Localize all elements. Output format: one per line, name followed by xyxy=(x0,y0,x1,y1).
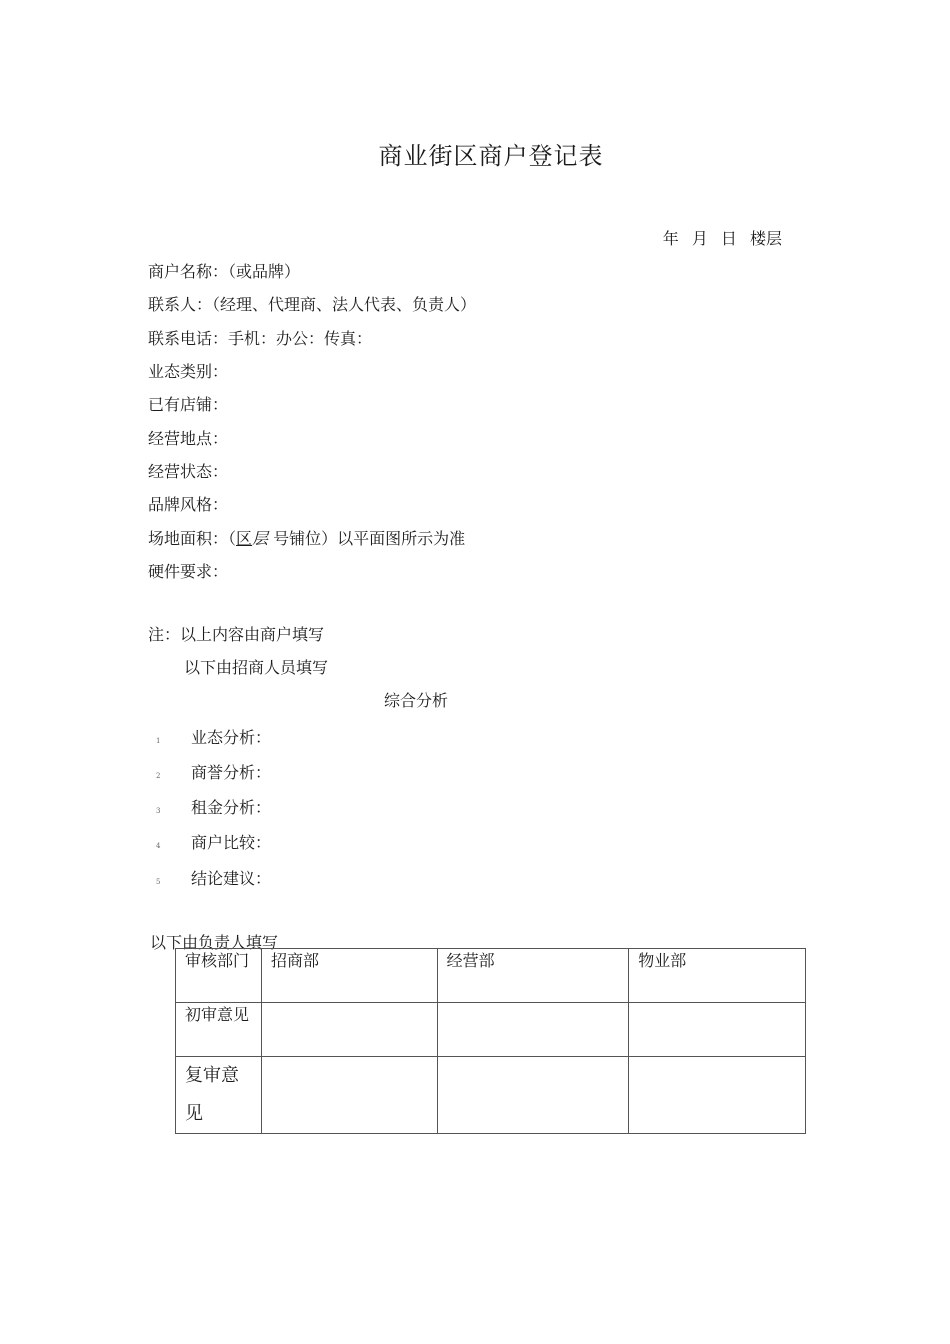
analysis-item-reputation: 商誉分析： xyxy=(191,763,272,782)
field-contact-person: 联系人：（经理、代理商、法人代表、负责人） xyxy=(148,295,477,314)
field-merchant-name: 商户名称：（或品牌） xyxy=(148,262,301,281)
review-first-row xyxy=(176,1003,806,1057)
note-staff-fill: 以下由招商人员填写 xyxy=(184,658,329,677)
review-col-property: 物业部 xyxy=(629,949,806,1003)
review-dept-header: 审核部门 xyxy=(176,949,262,1003)
review-cell[interactable] xyxy=(437,1003,629,1057)
field-business-status: 经营状态： xyxy=(148,462,229,481)
site-area-district: 区 xyxy=(236,529,253,548)
field-business-type: 业态类别： xyxy=(148,362,229,381)
site-area-suffix: 号铺位）以平面图所示为准 xyxy=(268,529,466,548)
analysis-title: 综合分析 xyxy=(384,691,449,710)
analysis-bullet: 1 xyxy=(156,737,161,745)
analysis-item-rent: 租金分析： xyxy=(191,798,272,817)
review-col-investment: 招商部 xyxy=(261,949,437,1003)
analysis-bullet: 2 xyxy=(156,772,161,780)
review-second-label: 复审意见 xyxy=(185,1065,239,1124)
date-floor-line: 年 月 日 楼层 xyxy=(662,229,782,248)
review-header-row xyxy=(176,949,806,1003)
analysis-bullet: 3 xyxy=(156,807,161,815)
supervisor-note: 以下由负责人填写 xyxy=(150,933,279,952)
site-area-floor: 层 xyxy=(252,529,269,548)
form-title: 商业街区商户登记表 xyxy=(378,142,604,170)
review-cell[interactable] xyxy=(629,1057,806,1134)
field-site-area xyxy=(148,526,465,549)
analysis-item-conclusion: 结论建议： xyxy=(191,869,272,888)
field-business-location: 经营地点： xyxy=(148,429,229,448)
analysis-item-business: 业态分析： xyxy=(191,728,272,747)
note-merchant-fill: 注：以上内容由商户填写 xyxy=(148,625,325,644)
review-first-label: 初审意见 xyxy=(176,1003,262,1057)
analysis-item-comparison: 商户比较： xyxy=(191,833,272,852)
field-phone: 联系电话：手机：办公：传真： xyxy=(148,329,373,348)
review-cell[interactable] xyxy=(629,1003,806,1057)
review-cell[interactable] xyxy=(437,1057,629,1134)
review-cell[interactable] xyxy=(261,1003,437,1057)
review-col-operations: 经营部 xyxy=(437,949,629,1003)
review-table xyxy=(175,948,806,1134)
analysis-bullet: 4 xyxy=(156,842,161,850)
field-brand-style: 品牌风格： xyxy=(148,495,229,514)
review-second-row xyxy=(176,1057,806,1134)
review-cell[interactable] xyxy=(261,1057,437,1134)
analysis-bullet: 5 xyxy=(156,878,161,886)
field-hardware: 硬件要求： xyxy=(148,562,229,581)
site-area-prefix: 场地面积：（ xyxy=(148,529,237,548)
field-existing-stores: 已有店铺： xyxy=(148,395,229,414)
